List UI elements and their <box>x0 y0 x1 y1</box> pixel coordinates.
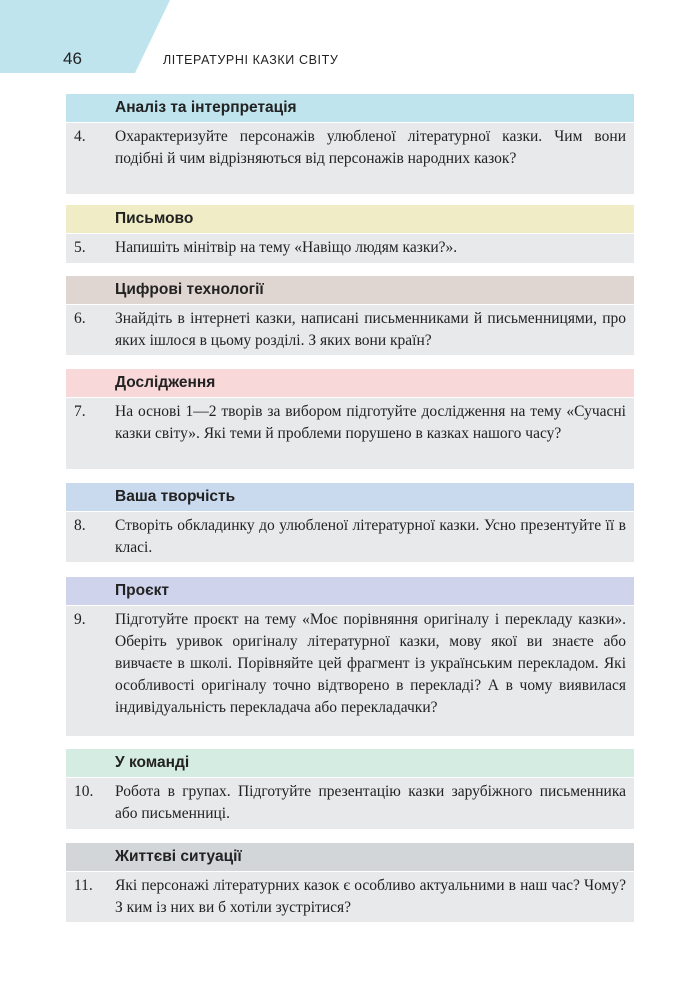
block-body <box>66 123 634 194</box>
task-text: Які персонажі літературних казок є особливо актуальними в наш час? Чому? З ким із них ви б хотіли зустрітися? <box>115 877 626 916</box>
task-block-team <box>66 749 634 829</box>
task-number: 6. <box>74 310 86 327</box>
block-body <box>66 234 634 263</box>
task-text: Напишіть мінітвір на тему «Навіщо людям казки?». <box>115 239 458 256</box>
task-text: На основі 1—2 творів за вибором підготуйте дослідження на тему «Сучасні казки світу». Які теми й проблеми порушено в казках нашого часу? <box>115 403 626 442</box>
block-header: Ваша творчість <box>66 483 634 511</box>
task-number: 10. <box>74 783 94 800</box>
task-block-analysis <box>66 94 634 194</box>
running-head: ЛІТЕРАТУРНІ КАЗКИ СВІТУ <box>163 53 339 67</box>
task-block-research <box>66 369 634 469</box>
task-number: 5. <box>74 239 86 256</box>
task-block-digital <box>66 276 634 355</box>
block-header: У команді <box>66 749 634 777</box>
block-header: Життєві ситуації <box>66 843 634 871</box>
block-header: Цифрові технології <box>66 276 634 304</box>
task-number: 4. <box>74 128 86 145</box>
task-block-writing <box>66 205 634 263</box>
block-body <box>66 398 634 469</box>
page-number: 46 <box>63 49 82 68</box>
block-body <box>66 872 634 922</box>
task-number: 8. <box>74 517 86 534</box>
block-header: Дослідження <box>66 369 634 397</box>
task-number: 9. <box>74 611 86 628</box>
task-text: Створіть обкладинку до улюбленої літературної казки. Усно презентуйте її в класі. <box>115 517 626 556</box>
task-text: Підготуйте проєкт на тему «Моє порівняння оригіналу і перекладу казки». Оберіть уривок оригіналу літературної казки, мову якої ви знаєте або вивчаєте в школі. Порівняйте цей фрагмент із українським перекладом. Які особливості оригіналу точно відтворено в перекладі? А в чому виявилася індивідуальність перекладача або перекладачки? <box>115 611 626 716</box>
task-block-life <box>66 843 634 922</box>
block-body <box>66 778 634 829</box>
task-text: Охарактеризуйте персонажів улюбленої літературної казки. Чим вони подібні й чим відрізняються від персонажів народних казок? <box>115 128 626 167</box>
task-block-project <box>66 577 634 736</box>
corner-decoration <box>0 0 170 73</box>
task-block-creativity <box>66 483 634 562</box>
task-text: Робота в групах. Підготуйте презентацію казки зарубіжного письменника або письменниці. <box>115 783 626 822</box>
task-number: 7. <box>74 403 86 420</box>
block-header: Письмово <box>66 205 634 233</box>
block-header: Аналіз та інтерпретація <box>66 94 634 122</box>
task-text: Знайдіть в інтернеті казки, написані письменниками й письменницями, про яких ішлося в цьому розділі. З яких вони країн? <box>115 310 626 349</box>
block-body <box>66 606 634 736</box>
block-body <box>66 305 634 355</box>
task-number: 11. <box>74 877 93 894</box>
block-header: Проєкт <box>66 577 634 605</box>
block-body <box>66 512 634 562</box>
